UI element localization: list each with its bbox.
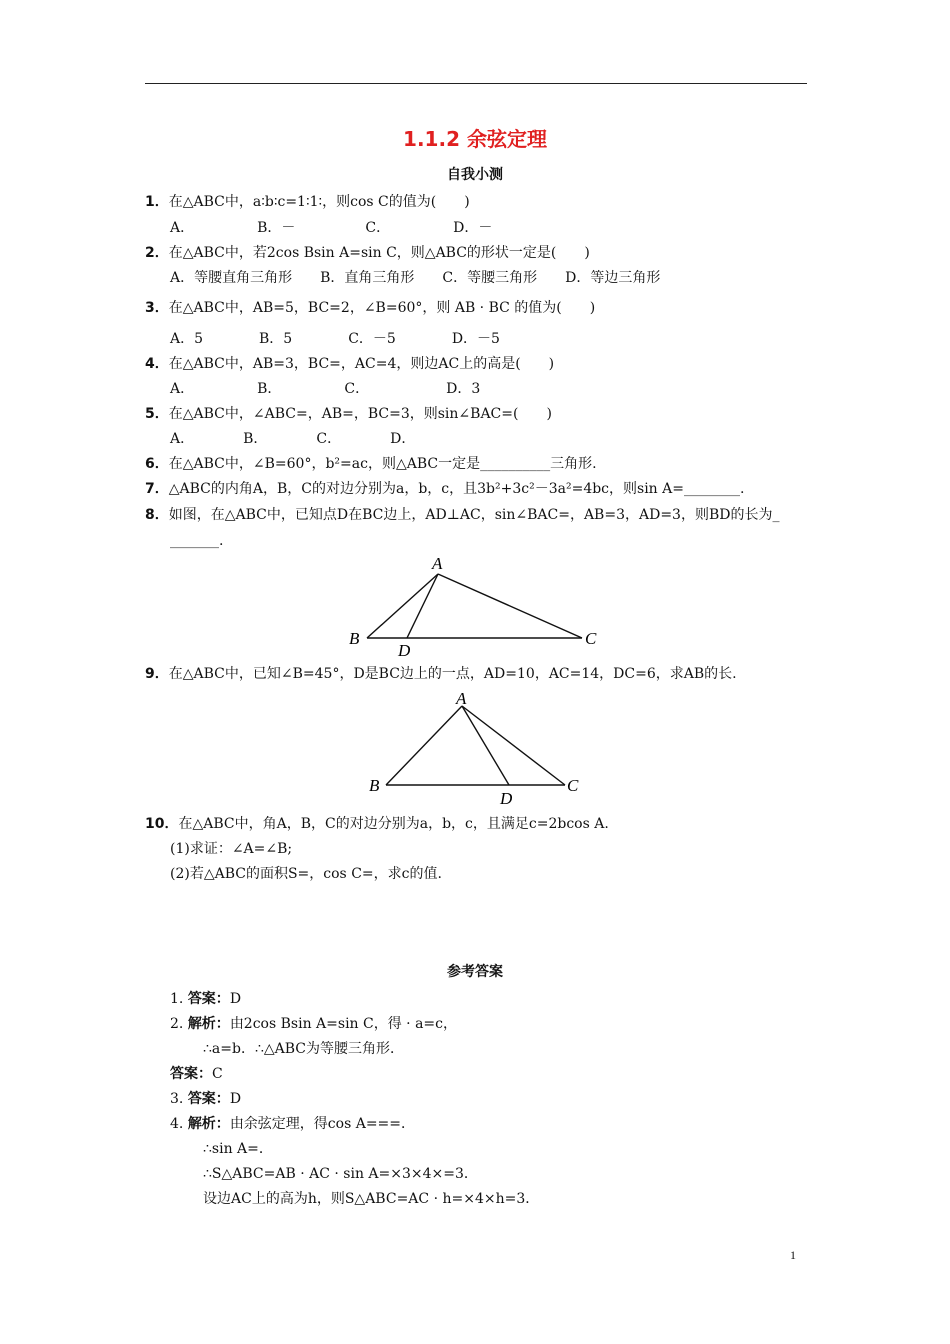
vertex-label-a: A [456,689,467,708]
answer-4-line-3: ∴S△ABC=AB · AC · sin A=×3×4×=3． [203,1166,478,1182]
header-rule [145,83,807,84]
page-number: 1 [790,1248,796,1262]
section-heading: 自我小测 [447,167,503,183]
question-5: 5．在△ABC中，∠ABC=，AB=，BC=3，则sin∠BAC=( ) [145,406,552,422]
vertex-label-c: C [585,629,597,648]
question-4-options: A． B． C． D．3 [170,381,481,397]
question-3: 3．在△ABC中，AB=5，BC=2，∠B=60°，则 AB · BC 的值为( ) [145,300,596,316]
vertex-label-d: D [500,789,513,808]
vertex-label-c: C [567,776,579,795]
vertex-label-b: B [349,629,360,648]
answer-4-line-2: ∴sin A=． [203,1141,273,1157]
question-8: 8．如图，在△ABC中，已知点D在BC边上，AD⊥AC，sin∠BAC=，AB=3，AD=3，则BD的长为_ [145,507,780,523]
answer-2-result: 答案：C [170,1066,223,1082]
question-4: 4．在△ABC中，AB=3，BC=，AC=4，则边AC上的高是( ) [145,356,555,372]
answer-3: 3. 答案：D [170,1091,242,1107]
question-10: 10．在△ABC中，角A，B，C的对边分别为a，b，c，且满足c=2bcos A. [145,816,609,832]
answer-4: 4. 解析：由余弦定理，得cos A===． [170,1116,416,1132]
answers-heading: 参考答案 [447,964,503,980]
question-5-options: A． B． C． D． [170,431,416,447]
page-title: 1.1.2 余弦定理 [403,127,547,151]
vertex-label-b: B [369,776,380,795]
question-3-options: A．5 B．5 C．－5 D．－5 [170,331,500,347]
question-2-options: A．等腰直角三角形 B．直角三角形 C．等腰三角形 D．等边三角形 [170,270,661,286]
answer-4-line-4: 设边AC上的高为h，则S△ABC=AC · h=×4×h=3． [203,1191,540,1207]
question-7: 7．△ABC的内角A，B，C的对边分别为a，b，c，且3b²+3c²－3a²=4bc，则sin A=________. [145,481,745,497]
question-9: 9．在△ABC中，已知∠B=45°，D是BC边上的一点，AD=10，AC=14，DC=6，求AB的长. [145,666,737,682]
question-10-part-2: (2)若△ABC的面积S=，cos C=，求c的值. [170,866,442,882]
vertex-label-a: A [432,554,443,573]
question-8-blank: _______. [170,533,224,549]
triangle-figure-q9 [365,688,590,810]
question-2: 2．在△ABC中，若2cos Bsin A=sin C，则△ABC的形状一定是( ) [145,245,590,261]
question-6: 6．在△ABC中，∠B=60°，b²=ac，则△ABC一定是__________三角形. [145,456,597,472]
vertex-label-d: D [398,641,411,660]
answer-2-line-2: ∴a=b．∴△ABC为等腰三角形． [203,1041,404,1057]
answer-1: 1. 答案：D [170,991,242,1007]
answer-2: 2. 解析：由2cos Bsin A=sin C，得 · a=c， [170,1016,457,1032]
question-1: 1．在△ABC中，a∶b∶c=1∶1∶，则cos C的值为( ) [145,194,470,210]
triangle-figure-q8 [340,552,610,662]
question-10-part-1: (1)求证：∠A=∠B; [170,841,293,857]
question-1-options: A． B．－ C． D．－ [170,220,493,236]
